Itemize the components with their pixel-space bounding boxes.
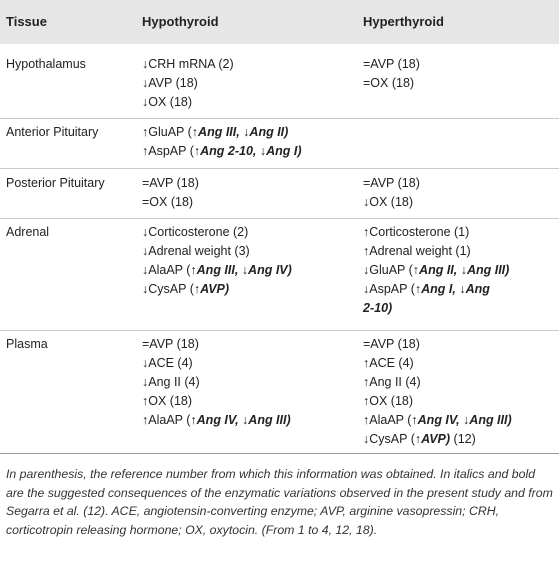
cell-line bbox=[363, 280, 509, 299]
hypothyroid-cell bbox=[142, 335, 291, 430]
tissue-cell: Hypothalamus bbox=[6, 57, 86, 71]
cell-text: =AVP (18) bbox=[142, 337, 199, 351]
cell-line bbox=[142, 373, 291, 392]
cell-text: ↓AlaAP (↑ bbox=[142, 263, 197, 277]
cell-text: (12) bbox=[450, 432, 476, 446]
cell-line bbox=[363, 174, 420, 193]
cell-line bbox=[142, 142, 302, 161]
cell-line bbox=[142, 93, 234, 112]
cell-text: ↑ACE (4) bbox=[363, 356, 414, 370]
emphasis-text: Ang IV, ↓Ang III) bbox=[196, 413, 291, 427]
cell-text: =AVP (18) bbox=[142, 176, 199, 190]
cell-line bbox=[363, 242, 509, 261]
cell-text: ↓CRH mRNA (2) bbox=[142, 57, 234, 71]
emphasis-text: AVP) bbox=[421, 432, 451, 446]
table-bottom-rule bbox=[0, 453, 559, 454]
cell-line bbox=[142, 193, 199, 212]
cell-line bbox=[363, 411, 512, 430]
cell-line bbox=[363, 74, 420, 93]
hypothyroid-cell bbox=[142, 223, 292, 299]
cell-text: ↓Adrenal weight (3) bbox=[142, 244, 250, 258]
row-divider bbox=[0, 168, 559, 169]
cell-text: ↑Ang II (4) bbox=[363, 375, 421, 389]
cell-text: ↑AspAP (↑ bbox=[142, 144, 201, 158]
cell-text: ↑Adrenal weight (1) bbox=[363, 244, 471, 258]
emphasis-text: Ang IV, ↓Ang III) bbox=[417, 413, 512, 427]
cell-line bbox=[142, 261, 292, 280]
cell-line bbox=[363, 299, 509, 318]
cell-text: ↑Corticosterone (1) bbox=[363, 225, 470, 239]
cell-line bbox=[363, 392, 512, 411]
cell-text: ↓ACE (4) bbox=[142, 356, 193, 370]
cell-line bbox=[142, 280, 292, 299]
header-hypothyroid: Hypothyroid bbox=[142, 14, 219, 29]
tissue-cell: Adrenal bbox=[6, 225, 50, 239]
cell-text: ↑OX (18) bbox=[363, 394, 414, 408]
table-footnote: In parenthesis, the reference number from which this information was obtained. In italics and bold are the suggested consequences of the enzymatic variations observed in the present study and from Segarra et al. (12). ACE, angiotensin-converting enzyme; AVP, arginine vasopressin; CRH, corticotropin releasing hormone; OX, oxytocin. (From 1 to 4, 12, 18). bbox=[6, 467, 553, 537]
emphasis-text: Ang III, ↓Ang IV) bbox=[196, 263, 292, 277]
hyperthyroid-cell bbox=[363, 174, 420, 212]
cell-line bbox=[142, 392, 291, 411]
emphasis-text: Ang I, ↓Ang bbox=[421, 282, 490, 296]
cell-line bbox=[142, 123, 302, 142]
cell-text: ↑OX (18) bbox=[142, 394, 193, 408]
header-hyperthyroid: Hyperthyroid bbox=[363, 14, 444, 29]
cell-text: ↓Corticosterone (2) bbox=[142, 225, 249, 239]
cell-text: =AVP (18) bbox=[363, 176, 420, 190]
cell-line bbox=[363, 354, 512, 373]
cell-line bbox=[142, 354, 291, 373]
hyperthyroid-cell bbox=[363, 223, 509, 318]
cell-text: ↓OX (18) bbox=[142, 95, 193, 109]
cell-line bbox=[142, 223, 292, 242]
tissue-cell: Plasma bbox=[6, 337, 48, 351]
tissue-cell: Anterior Pituitary bbox=[6, 125, 99, 139]
hypothyroid-cell bbox=[142, 55, 234, 112]
cell-text: ↓CysAP (↑ bbox=[142, 282, 201, 296]
cell-text: ↓AVP (18) bbox=[142, 76, 198, 90]
cell-line bbox=[142, 411, 291, 430]
hyperthyroid-cell bbox=[363, 55, 420, 93]
cell-line bbox=[142, 55, 234, 74]
row-divider bbox=[0, 330, 559, 331]
cell-text: ↓OX (18) bbox=[363, 195, 414, 209]
cell-line bbox=[363, 430, 512, 449]
emphasis-text: Ang 2-10, ↓Ang I) bbox=[200, 144, 302, 158]
cell-line bbox=[142, 335, 291, 354]
row-divider bbox=[0, 118, 559, 119]
table-header-row bbox=[0, 0, 559, 44]
emphasis-text: Ang III, ↓Ang II) bbox=[198, 125, 289, 139]
cell-line bbox=[363, 193, 420, 212]
cell-line bbox=[142, 242, 292, 261]
cell-text: ↓AspAP (↑ bbox=[363, 282, 422, 296]
header-tissue: Tissue bbox=[6, 14, 47, 29]
cell-line bbox=[363, 261, 509, 280]
cell-line bbox=[363, 335, 512, 354]
cell-text: ↑GluAP (↑ bbox=[142, 125, 199, 139]
cell-text: =AVP (18) bbox=[363, 337, 420, 351]
cell-line bbox=[363, 223, 509, 242]
cell-text: ↑AlaAP (↑ bbox=[363, 413, 418, 427]
cell-text: ↓GluAP (↑ bbox=[363, 263, 420, 277]
cell-text: =AVP (18) bbox=[363, 57, 420, 71]
cell-text: ↓CysAP (↑ bbox=[363, 432, 422, 446]
emphasis-text: Ang II, ↓Ang III) bbox=[419, 263, 510, 277]
emphasis-text: AVP) bbox=[200, 282, 230, 296]
hypothyroid-cell bbox=[142, 174, 199, 212]
cell-line bbox=[142, 174, 199, 193]
cell-line bbox=[142, 74, 234, 93]
cell-line bbox=[363, 55, 420, 74]
emphasis-text: 2-10) bbox=[363, 301, 393, 315]
cell-line bbox=[363, 373, 512, 392]
cell-text: ↑AlaAP (↑ bbox=[142, 413, 197, 427]
cell-text: =OX (18) bbox=[363, 76, 415, 90]
tissue-cell: Posterior Pituitary bbox=[6, 176, 105, 190]
row-divider bbox=[0, 218, 559, 219]
cell-text: ↓Ang II (4) bbox=[142, 375, 200, 389]
hyperthyroid-cell bbox=[363, 335, 512, 449]
hypothyroid-cell bbox=[142, 123, 302, 161]
cell-text: =OX (18) bbox=[142, 195, 194, 209]
